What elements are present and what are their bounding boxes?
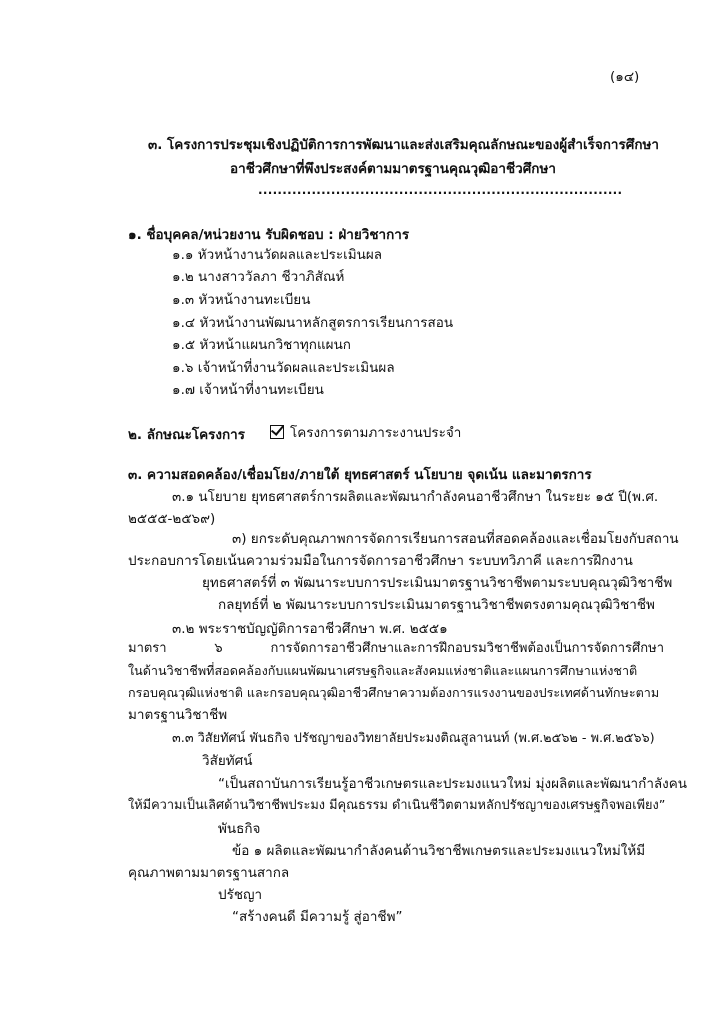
document-title-line1: ๓. โครงการประชุมเชิงปฏิบัติการการพัฒนาและส่งเสริมคุณลักษณะของผู้สำเร็จการศึกษา — [148, 137, 659, 153]
document-title-line2: อาชีวศึกษาที่พึงประสงค์ตามมาตรฐานคุณวุฒิอาชีวศึกษา — [230, 161, 556, 177]
paragraph-3-2-heading: ๓.๒ พระราชบัญญัติการอาชีวศึกษา พ.ศ. ๒๕๕๑ — [172, 621, 448, 637]
policy-item-3-cont: ประกอบการโดยเน้นความร่วมมือในการจัดการอาชีวศึกษา ระบบทวิภาคี และการฝึกงาน — [128, 553, 633, 569]
strategy-line: ยุทธศาสตร์ที่ ๓ พัฒนาระบบการประเมินมาตรฐานวิชาชีพตามระบบคุณวุฒิวิชาชีพ — [202, 575, 673, 591]
tactic-line: กลยุทธ์ที่ ๒ พัฒนาระบบการประเมินมาตรฐานวิชาชีพตรงตามคุณวุฒิวิชาชีพ — [218, 597, 655, 613]
list-item: ๑.๓ หัวหน้างานทะเบียน — [172, 292, 311, 308]
paragraph-3-2-line: กรอบคุณวุฒิแห่งชาติ และกรอบคุณวุฒิอาชีวศึกษาความต้องการแรงงานของประเทศด้านทักษะตาม — [128, 685, 660, 700]
section3-heading: ๓. ความสอดคล้อง/เชื่อมโยง/ภายใต้ ยุทธศาสตร์ นโยบาย จุดเน้น และมาตรการ — [128, 467, 592, 483]
paragraph-3-2-line: มาตรา ๖ การจัดการอาชีวศึกษาและการฝึกอบรมวิชาชีพต้องเป็นการจัดการศึกษา — [128, 641, 664, 656]
vision-line2: ให้มีความเป็นเลิศด้านวิชาชีพประมง มีคุณธรรม ดำเนินชีวิตตามหลักปรัชญาของเศรษฐกิจพอเพียง” — [128, 798, 666, 813]
mission-line2: คุณภาพตามมาตรฐานสากล — [128, 865, 290, 881]
project-type-option — [270, 424, 461, 442]
paragraph-3-2-line: ในด้านวิชาชีพที่สอดคล้องกับแผนพัฒนาเศรษฐกิจและสังคมแห่งชาติและแผนการศึกษาแห่งชาติ — [128, 663, 638, 678]
mission-label: พันธกิจ — [218, 821, 261, 837]
checkbox-label: โครงการตามภาระงานประจำ — [290, 425, 462, 441]
mission-line1: ข้อ ๑ ผลิตและพัฒนากำลังคนด้านวิชาชีพเกษตรและประมงแนวใหม่ให้มี — [232, 843, 646, 859]
section2-heading: ๒. ลักษณะโครงการ — [128, 427, 245, 443]
paragraph-3-1: ๓.๑ นโยบาย ยุทธศาสตร์การผลิตและพัฒนากำลังคนอาชีวศึกษา ในระยะ ๑๕ ปี(พ.ศ. — [172, 489, 659, 505]
vision-line1: “เป็นสถาบันการเรียนรู้อาชีวเกษตรและประมงแนวใหม่ มุ่งผลิตและพัฒนากำลังคน — [218, 776, 688, 792]
section1-heading: ๑. ชื่อบุคคล/หน่วยงาน รับผิดชอบ : ฝ่ายวิชาการ — [128, 227, 410, 243]
philosophy-text: “สร้างคนดี มีความรู้ สู่อาชีพ” — [232, 909, 403, 925]
paragraph-3-2-line: มาตรฐานวิชาชีพ — [128, 707, 228, 723]
page-number: (๑๔) — [610, 69, 640, 85]
paragraph-3-3-heading: ๓.๓ วิสัยทัศน์ พันธกิจ ปรัชญาของวิทยาลัยประมงติณสูลานนท์ (พ.ศ.๒๕๖๒ - พ.ศ.๒๕๖๖) — [172, 731, 655, 746]
paragraph-3-1-cont: ๒๕๕๕-๒๕๖๙) — [128, 511, 216, 527]
checkbox-checked-icon — [270, 425, 284, 439]
philosophy-label: ปรัชญา — [218, 887, 263, 903]
list-item: ๑.๕ หัวหน้าแผนกวิชาทุกแผนก — [172, 337, 351, 353]
list-item: ๑.๔ หัวหน้างานพัฒนาหลักสูตรการเรียนการสอน — [172, 315, 454, 331]
title-dotted-rule: ........................................................................... — [258, 183, 623, 197]
list-item: ๑.๒ นางสาววัลภา ชีวาภิสัณห์ — [172, 269, 345, 285]
vision-label: วิสัยทัศน์ — [202, 753, 253, 769]
list-item: ๑.๗ เจ้าหน้าที่งานทะเบียน — [172, 382, 324, 398]
policy-item-3: ๓) ยกระดับคุณภาพการจัดการเรียนการสอนที่สอดคล้องและเชื่อมโยงกับสถาน — [232, 531, 679, 547]
list-item: ๑.๑ หัวหน้างานวัดผลและประเมินผล — [172, 247, 383, 263]
list-item: ๑.๖ เจ้าหน้าที่งานวัดผลและประเมินผล — [172, 360, 395, 376]
